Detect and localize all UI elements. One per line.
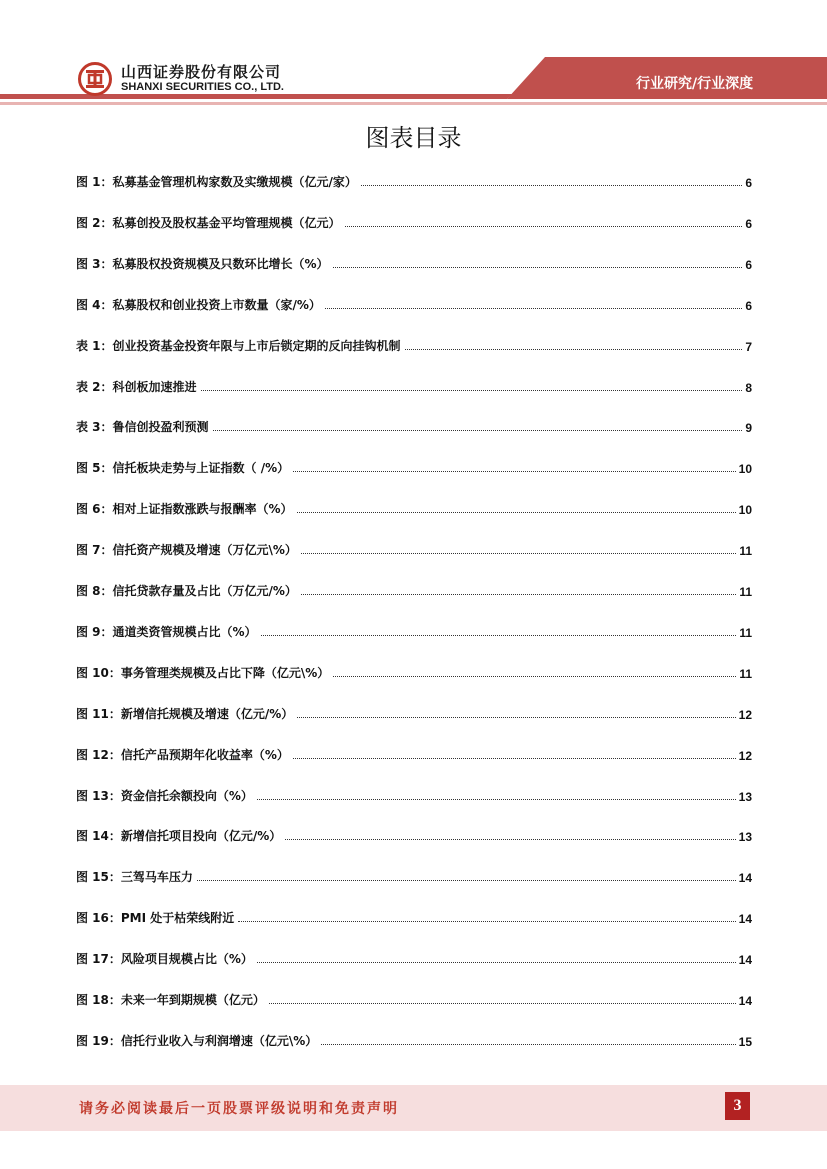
- toc-entry-title: 图 18：未来一年到期规模（亿元）: [76, 993, 265, 1007]
- toc-entry[interactable]: [76, 170, 752, 190]
- toc-entry[interactable]: [76, 824, 752, 844]
- toc-entry[interactable]: [76, 375, 752, 395]
- toc-entry-title: 表 1：创业投资基金投资年限与上市后锁定期的反向挂钩机制: [76, 338, 401, 353]
- company-name-en: SHANXI SECURITIES CO., LTD.: [121, 81, 284, 93]
- toc-dot-leader: [333, 676, 736, 677]
- toc-entry[interactable]: [76, 293, 752, 313]
- toc-dot-leader: [285, 839, 735, 840]
- toc-entry[interactable]: [76, 620, 752, 640]
- toc-dot-leader: [301, 553, 736, 554]
- toc-entry-page: 12: [738, 707, 752, 722]
- toc-dot-leader: [197, 880, 736, 881]
- toc-dot-leader: [293, 471, 736, 472]
- toc-entry-title: 表 2：科创板加速推进: [76, 379, 197, 394]
- toc-entry-title: 图 17：风险项目规模占比（%）: [76, 952, 253, 967]
- toc-entry-title: 图 15：三驾马车压力: [76, 870, 193, 885]
- toc-dot-leader: [333, 267, 743, 268]
- toc-entry-title: 图 12：信托产品预期年化收益率（%）: [76, 747, 289, 762]
- toc-entry-page: 11: [739, 666, 752, 681]
- toc-entry-page: 13: [738, 830, 752, 845]
- toc-dot-leader: [297, 512, 736, 513]
- toc-dot-leader: [257, 962, 736, 963]
- toc-entry-title: 表 3：鲁信创投盈利预测: [76, 420, 209, 435]
- section-label: 行业研究/行业深度: [636, 76, 754, 92]
- toc-dot-leader: [345, 226, 743, 227]
- toc-entry[interactable]: [76, 456, 752, 476]
- toc-entry-page: 15: [738, 1034, 752, 1049]
- page-number: 3: [725, 1092, 750, 1120]
- toc-entry[interactable]: [76, 415, 752, 435]
- toc-dot-leader: [261, 635, 737, 636]
- toc-entry[interactable]: [76, 538, 752, 558]
- toc-entry-title: 图 11：新增信托规模及增速（亿元/%）: [76, 706, 294, 721]
- toc-dot-leader: [361, 185, 742, 186]
- toc-dot-leader: [201, 390, 743, 391]
- toc-entry[interactable]: [76, 865, 752, 885]
- toc-entry[interactable]: [76, 743, 752, 763]
- toc-dot-leader: [405, 349, 743, 350]
- toc-dot-leader: [213, 430, 743, 431]
- toc-entry-page: 14: [738, 912, 752, 927]
- toc-dot-leader: [321, 1044, 735, 1045]
- toc-entry[interactable]: [76, 661, 752, 681]
- toc-entry-title: 图 3：私募股权投资规模及只数环比增长（%）: [76, 256, 329, 271]
- toc-entry-title: 图 7：信托资产规模及增速（万亿元\%）: [76, 543, 297, 558]
- toc-entry-page: 12: [738, 748, 752, 763]
- toc-entry-page: 11: [739, 625, 752, 640]
- toc-entry-page: 10: [738, 462, 752, 477]
- toc-entry[interactable]: [76, 784, 752, 804]
- toc-entry[interactable]: [76, 211, 752, 231]
- toc-entry-page: 14: [738, 994, 752, 1008]
- toc-entry-page: 6: [745, 257, 752, 272]
- toc-entry-title: 图 9：通道类资管规模占比（%）: [76, 624, 257, 639]
- toc-entry-title: 图 8：信托贷款存量及占比（万亿元/%）: [76, 584, 297, 598]
- toc-entry[interactable]: [76, 988, 752, 1008]
- toc-entry-page: 11: [739, 585, 752, 599]
- toc-dot-leader: [238, 921, 735, 922]
- toc-entry[interactable]: [76, 252, 752, 272]
- toc-entry-page: 9: [745, 421, 752, 436]
- toc-dot-leader: [257, 799, 736, 800]
- toc-entry-title: 图 1：私募基金管理机构家数及实缴规模（亿元/家）: [76, 175, 357, 189]
- toc-entry[interactable]: [76, 1029, 752, 1049]
- toc-entry-page: 10: [738, 503, 752, 518]
- toc-entry-title: 图 13：资金信托余额投向（%）: [76, 788, 253, 803]
- toc-entry-page: 14: [738, 953, 752, 968]
- toc-entry-title: 图 16：PMI 处于枯荣线附近: [76, 911, 235, 926]
- toc-entry[interactable]: [76, 947, 752, 967]
- toc-entry[interactable]: [76, 334, 752, 354]
- toc-entry-title: 图 2：私募创投及股权基金平均管理规模（亿元）: [76, 215, 341, 230]
- company-name-cn: 山西证券股份有限公司: [121, 63, 282, 81]
- toc-dot-leader: [301, 594, 736, 595]
- toc-dot-leader: [293, 758, 736, 759]
- toc-entry[interactable]: [76, 497, 752, 517]
- toc-entry-page: 6: [745, 298, 752, 313]
- toc-entry-page: 6: [745, 176, 752, 190]
- page-title: 图表目录: [365, 124, 462, 152]
- shanxi-securities-logo-icon: [78, 62, 112, 96]
- toc-entry-page: 13: [738, 789, 752, 804]
- toc-entry-page: 14: [738, 871, 752, 886]
- toc-dot-leader: [325, 308, 742, 309]
- toc-entry[interactable]: [76, 702, 752, 722]
- toc-entry-page: 11: [739, 544, 752, 559]
- toc-dot-leader: [269, 1003, 736, 1004]
- toc-entry-title: 图 10：事务管理类规模及占比下降（亿元\%）: [76, 665, 330, 680]
- toc-entry-page: 8: [745, 380, 752, 395]
- footer-disclaimer: 请务必阅读最后一页股票评级说明和免责声明: [79, 1101, 399, 1117]
- toc-entry-title: 图 19：信托行业收入与利润增速（亿元\%）: [76, 1033, 318, 1048]
- toc-entry[interactable]: [76, 906, 752, 926]
- toc-entry-title: 图 5：信托板块走势与上证指数（ /%）: [76, 461, 290, 476]
- toc-entry-title: 图 6：相对上证指数涨跌与报酬率（%）: [76, 502, 293, 517]
- toc-entry-title: 图 4：私募股权和创业投资上市数量（家/%）: [76, 297, 321, 312]
- toc-entry-page: 7: [745, 339, 752, 354]
- toc-entry-title: 图 14：新增信托项目投向（亿元/%）: [76, 829, 282, 844]
- page-header: [0, 0, 827, 112]
- toc-entry[interactable]: [76, 579, 752, 599]
- toc-dot-leader: [297, 717, 735, 718]
- toc-entry-page: 6: [745, 216, 752, 231]
